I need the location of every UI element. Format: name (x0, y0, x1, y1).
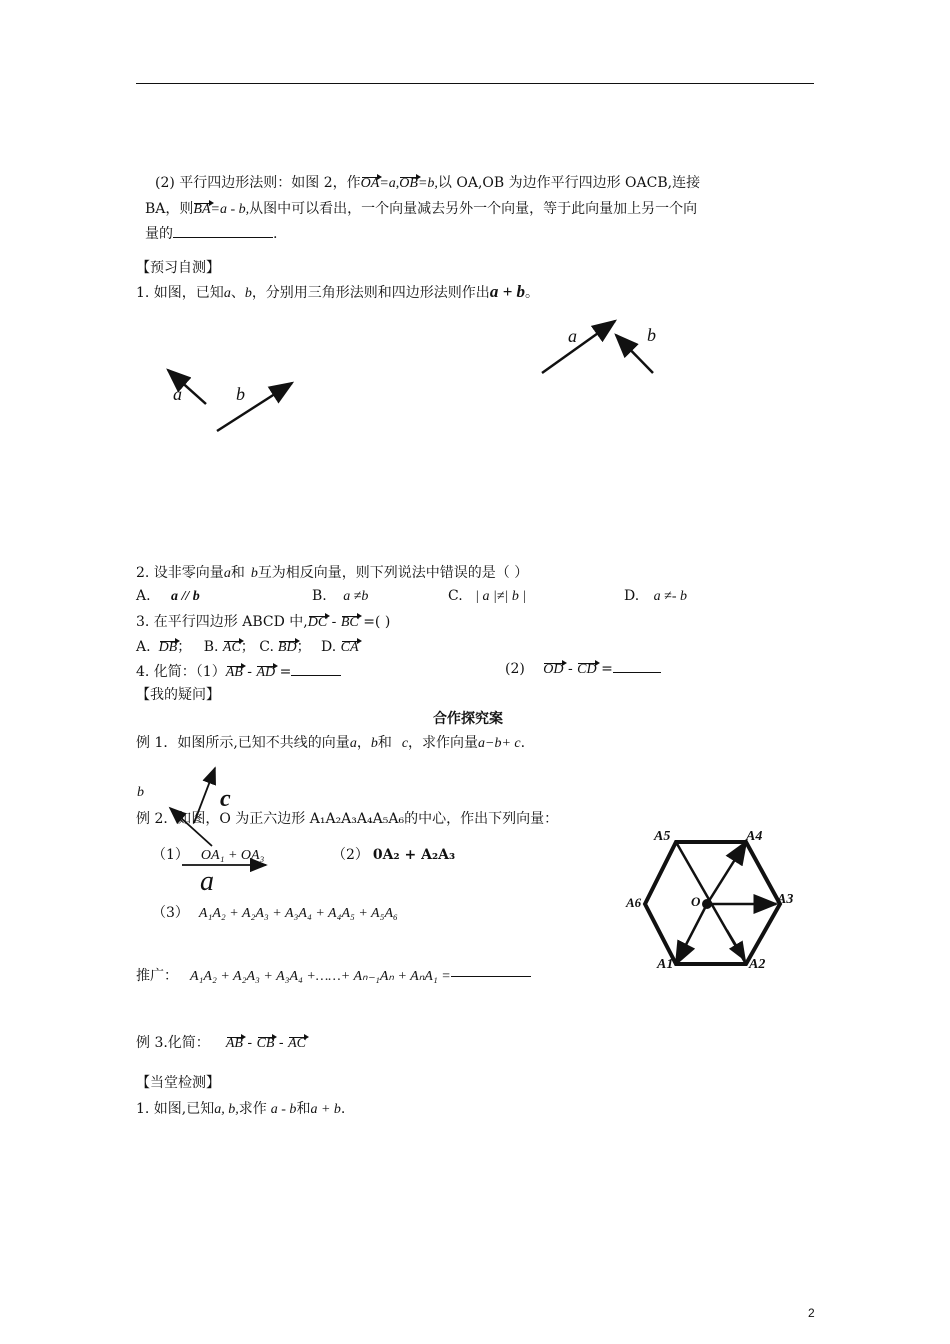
figure-vectors-right (530, 310, 670, 390)
center-point (702, 899, 712, 909)
label-b-right: b (647, 325, 656, 345)
label-a-ex1: a (200, 866, 214, 897)
preview-q1: 1. 如图，已知a、b，分别用三角形法则和四边形法则作出a + b。 (136, 282, 539, 301)
q3-options (136, 636, 359, 656)
example-2-p2: （2） 0A₂ + A₂A₃ (332, 847, 456, 863)
q3-option-a[interactable]: A. DB； (136, 639, 192, 655)
hex-label-a1: A1 (657, 957, 674, 972)
hex-label-a3: A3 (777, 892, 794, 907)
example-3: 例 3.化简： AB - CB - AC (136, 1035, 306, 1051)
example-2-p1: （1） OA₁ + OA₃ (152, 847, 265, 863)
label-a-right: a (568, 326, 577, 346)
check-heading: 【当堂检测】 (136, 1075, 220, 1091)
check-q1: 1. 如图,已知a, b,求作 a - b和a + b. (136, 1101, 346, 1117)
preview-q2: 2. 设非零向量a和 b互为相反向量，则下列说法中错误的是（ ） (136, 565, 529, 581)
q3-option-b[interactable]: B. AC； (203, 639, 255, 655)
generalization: 推广： A₁A₂ + A₂A₃ + A₃A₄ +……+ Aₙ₋₁Aₙ + AₙA₁ = (136, 965, 531, 985)
coop-title: 合作探究案 (433, 711, 503, 727)
label-c-ex1: c (220, 786, 231, 812)
preview-q3: 3. 在平行四边形 ABCD 中,DC - BC =( ) (136, 614, 391, 630)
q3-option-d[interactable]: D. CA (321, 639, 359, 655)
preview-q4-part2: (2) OD - CD = (505, 661, 661, 678)
vector-a-right (542, 321, 615, 373)
hex-label-a5: A5 (654, 829, 671, 844)
hexagon-figure (620, 820, 800, 980)
label-b-left: b (236, 384, 245, 404)
preview-heading: 【预习自测】 (136, 260, 220, 276)
hex-label-o: O (691, 894, 701, 909)
q2-option-b[interactable]: B. a ≠b (312, 588, 369, 604)
label-b-ex1: b (137, 785, 144, 800)
method-line-2: BA，则BA=a - b,从图中可以看出，一个向量减去另外一个向量，等于此向量加上另一个向 (145, 201, 698, 217)
header-rule (136, 83, 814, 84)
vector-b-left (217, 383, 292, 431)
q3-option-c[interactable]: C. BD； (259, 639, 311, 655)
doubt-heading: 【我的疑问】 (136, 687, 220, 703)
page-number: 2 (808, 1306, 815, 1320)
hex-label-a6: A6 (626, 895, 642, 910)
example-2-p3: （3） A₁A₂ + A₂A₃ + A₃A₄ + A₄A₅ + A₅A₆ (152, 905, 398, 921)
q2-option-c[interactable]: C. | a |≠| b | (448, 588, 527, 604)
hex-label-a4: A4 (746, 829, 763, 844)
method-line-3: 量的 . (145, 226, 278, 242)
example-2: 例 2．如图，O 为正六边形 A₁A₂A₃A₄A₅A₆的中心，作出下列向量： (136, 811, 559, 827)
q2-option-a[interactable]: A. a // b (136, 588, 200, 604)
example-1: 例 1．如图所示,已知不共线的向量a，b和 c，求作向量a−b+ c. (136, 735, 526, 751)
method-line-1: (2) 平行四边形法则：如图 2，作OA=a,OB=b,以 OA,OB 为边作平行四边形 OACB,连接 (155, 175, 701, 191)
q2-option-d[interactable]: D. a ≠- b (624, 588, 687, 604)
preview-q4-part1: 4. 化简：（1）AB - AD = (136, 661, 341, 681)
hex-label-a2: A2 (749, 957, 766, 972)
label-a-left: a (173, 384, 182, 404)
